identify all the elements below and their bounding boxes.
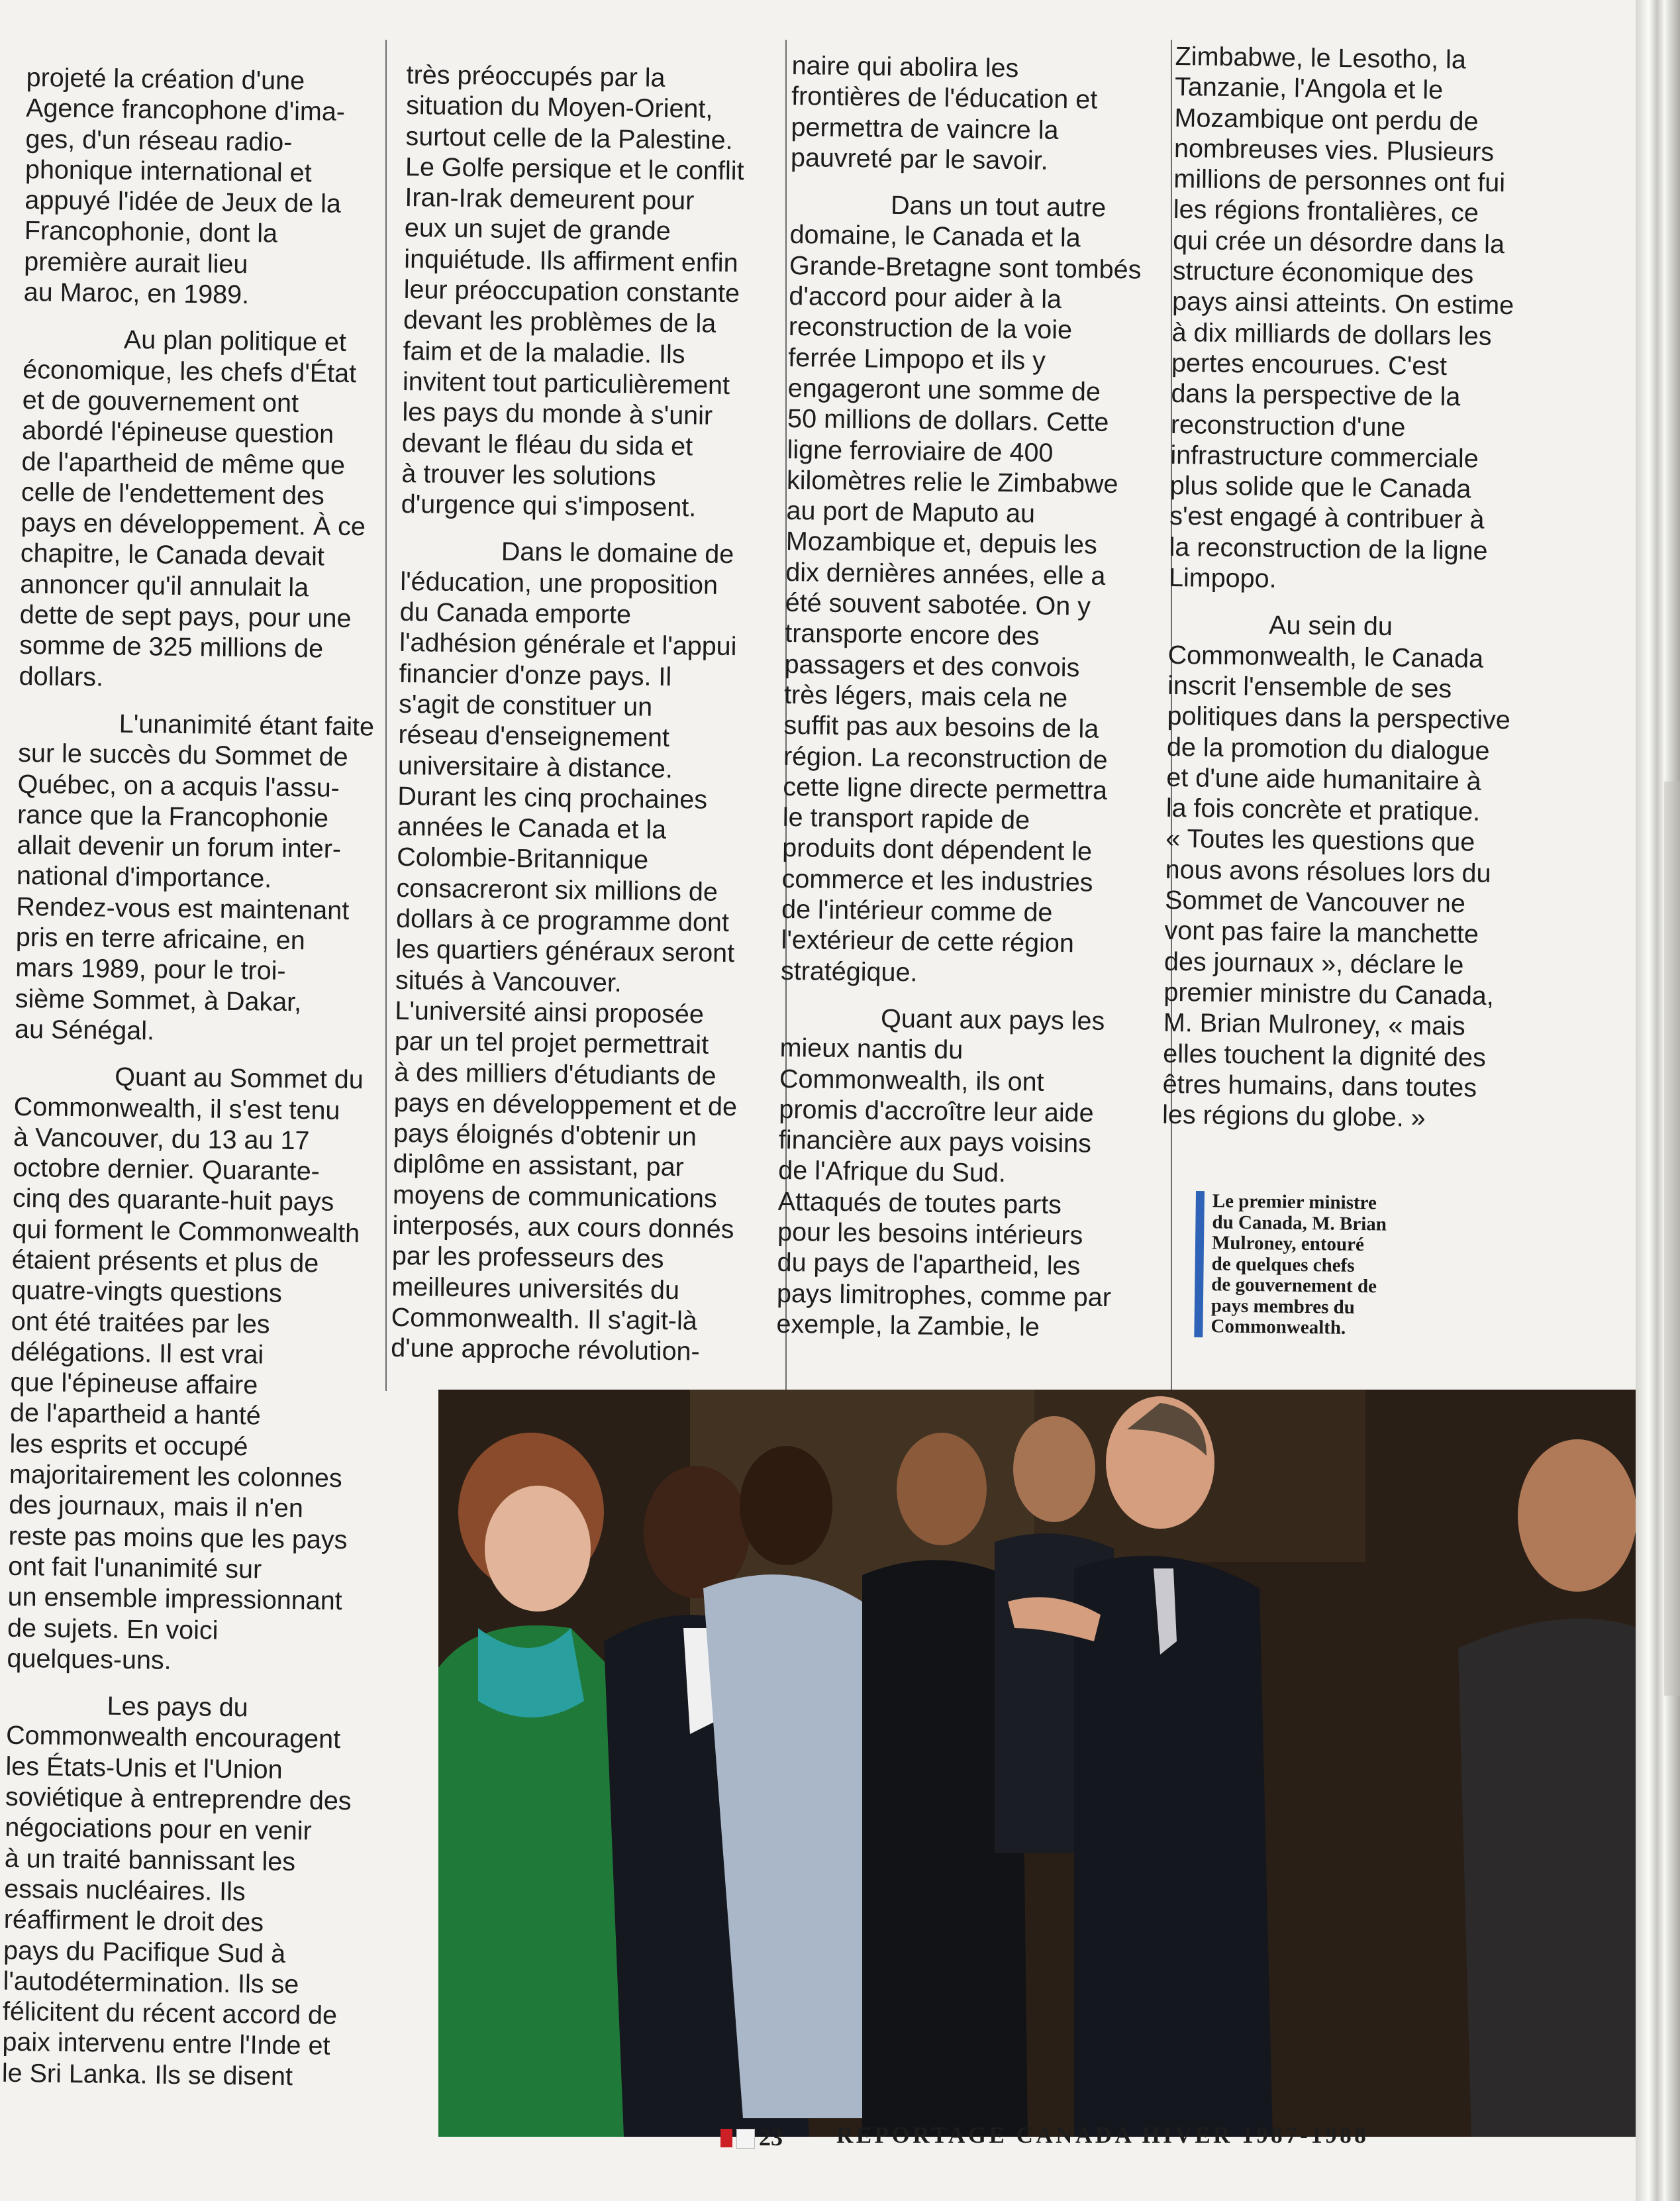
text-line: région. La reconstruction de	[783, 741, 1108, 775]
text-line: Colombie-Britannique	[397, 843, 649, 875]
text-line: le transport rapide de	[782, 803, 1030, 835]
text-line: Au sein du	[1268, 611, 1393, 642]
text-line: s'est engagé à contribuer à	[1169, 501, 1485, 535]
text-line: délégations. Il est vrai	[10, 1337, 264, 1370]
text-line: situation du Moyen-Orient,	[405, 91, 713, 124]
text-line: devant le fléau du sida et	[401, 428, 693, 461]
text-line: que l'épineuse affaire	[10, 1368, 258, 1400]
text-line: plus solide que le Canada	[1169, 471, 1471, 504]
text-line: L'université ainsi proposée	[395, 996, 705, 1029]
text-line: allait devenir un forum inter-	[17, 831, 342, 864]
text-line: très préoccupés par la	[406, 60, 666, 93]
text-line: années le Canada et la	[397, 812, 667, 845]
page-edge-shadow	[1664, 782, 1680, 1696]
text-line: de sujets. En voici	[7, 1613, 219, 1645]
caption-line: de gouvernement de	[1211, 1274, 1377, 1298]
text-line: permettra de vaincre la	[791, 112, 1059, 145]
text-line: Le Golfe persique et le conflit	[405, 152, 744, 186]
text-line: Mozambique ont perdu de	[1174, 103, 1479, 136]
text-line: reste pas moins que les pays	[8, 1521, 348, 1555]
text-line: eux un sujet de grande	[404, 213, 671, 246]
text-line: Quant aux pays les	[880, 1003, 1105, 1036]
text-line: un ensemble impressionnant	[7, 1582, 342, 1616]
text-line: d'urgence qui s'imposent.	[401, 489, 697, 523]
text-line: êtres humains, dans toutes	[1162, 1069, 1477, 1103]
text-line: appuyé l'idée de Jeux de la	[25, 185, 342, 219]
text-line: à trouver les solutions	[401, 458, 656, 491]
text-line: millions de personnes ont fui	[1173, 164, 1506, 198]
caption-line: de quelques chefs	[1211, 1253, 1355, 1276]
page-footer	[720, 2117, 1634, 2149]
text-line: infrastructure commerciale	[1170, 440, 1479, 474]
text-column-2	[391, 60, 777, 1384]
text-line: inscrit l'ensemble de ses	[1167, 670, 1452, 704]
text-line: très légers, mais cela ne	[783, 680, 1068, 713]
text-line: octobre dernier. Quarante-	[13, 1152, 321, 1186]
text-line: M. Brian Mulroney, « mais	[1163, 1008, 1465, 1041]
text-line: d'une approche révolution-	[390, 1333, 700, 1366]
text-line: au Maroc, en 1989.	[23, 278, 250, 310]
text-line: produits dont dépendent le	[782, 833, 1093, 867]
text-line: réaffirment le droit des	[3, 1905, 264, 1937]
text-line: été souvent sabotée. On y	[785, 588, 1091, 621]
text-line: Rendez-vous est maintenant	[16, 892, 350, 925]
text-line: de la promotion du dialogue	[1166, 732, 1490, 766]
text-line: les quartiers généraux seront	[395, 935, 735, 968]
text-line: Limpopo.	[1168, 562, 1277, 593]
paragraph	[7, 1060, 385, 1678]
text-line: financière aux pays voisins	[778, 1125, 1092, 1158]
text-line: consacreront six millions de	[396, 873, 718, 907]
text-line: « Toutes les questions que	[1165, 824, 1475, 858]
text-line: à des milliers d'étudiants de	[394, 1057, 716, 1091]
text-line: Durant les cinq prochaines	[397, 781, 708, 815]
text-line: essais nucléaires. Ils	[4, 1874, 246, 1907]
text-line: naire qui abolira les	[791, 50, 1019, 83]
text-line: Iran-Irak demeurent pour	[405, 183, 695, 216]
text-line: universitaire à distance.	[397, 750, 673, 784]
text-line: surtout celle de la Palestine.	[405, 121, 733, 155]
text-line: rance que la Francophonie	[17, 799, 329, 833]
text-line: dollars.	[19, 661, 104, 692]
text-line: de l'Afrique du Sud.	[778, 1156, 1007, 1188]
text-line: Sommet de Vancouver ne	[1164, 885, 1466, 919]
text-line: stratégique.	[780, 956, 918, 988]
text-line: Mozambique et, depuis les	[785, 527, 1098, 560]
text-line: dans la perspective de la	[1171, 379, 1461, 412]
text-line: vont pas faire la manchette	[1164, 916, 1479, 950]
text-line: au port de Maputo au	[786, 496, 1036, 529]
text-line: suffit pas aux besoins de la	[783, 711, 1099, 744]
text-line: quelques-uns.	[7, 1643, 172, 1675]
text-line: Commonwealth encouragent	[5, 1721, 341, 1755]
caption-line: pays membres du	[1211, 1294, 1356, 1318]
text-line: du pays de l'apartheid, les	[777, 1248, 1081, 1281]
text-line: première aurait lieu	[24, 246, 248, 279]
text-line: cette ligne directe permettra	[783, 772, 1108, 805]
text-line: faim et de la maladie. Ils	[403, 336, 685, 369]
text-line: commerce et les industries	[781, 864, 1093, 897]
text-line: pays ainsi atteints. On estime	[1171, 287, 1514, 321]
text-line: structure économique des	[1172, 256, 1474, 289]
paragraph	[2, 1690, 377, 2093]
text-line: engageront une somme de	[787, 373, 1101, 407]
text-line: sur le succès du Sommet de	[17, 739, 348, 772]
text-line: chapitre, le Canada devait	[20, 538, 325, 572]
text-line: par un tel projet permettrait	[394, 1027, 709, 1060]
text-line: majoritairement les colonnes	[9, 1459, 342, 1494]
text-line: de l'intérieur comme de	[781, 894, 1053, 927]
text-column-1	[1, 62, 397, 2109]
text-line: s'agit de constituer un	[398, 689, 653, 722]
paragraph	[1162, 609, 1540, 1135]
text-line: financier d'onze pays. Il	[399, 658, 672, 691]
caption-line: Le premier ministre	[1212, 1190, 1377, 1214]
text-line: Les pays du	[107, 1691, 248, 1723]
text-line: par les professeurs des	[391, 1241, 664, 1274]
text-line: nombreuses vies. Plusieurs	[1173, 133, 1495, 167]
text-line: transporte encore des	[784, 619, 1040, 651]
text-line: qui crée un désordre dans la	[1173, 225, 1505, 259]
text-line: abordé l'épineuse question	[21, 416, 334, 449]
text-line: Zimbabwe, le Lesotho, la	[1175, 41, 1467, 75]
text-line: Dans un tout autre	[890, 191, 1107, 223]
text-line: Attaqués de toutes parts	[777, 1186, 1062, 1219]
text-line: mars 1989, pour le troi-	[15, 953, 286, 986]
text-line: promis d'accroître leur aide	[779, 1094, 1094, 1128]
text-line: d'accord pour aider à la	[789, 282, 1062, 315]
text-line: les États-Unis et l'Union	[5, 1751, 283, 1784]
photo-illustration	[438, 1390, 1638, 2137]
paragraph	[1169, 41, 1546, 597]
text-line: projeté la création d'une	[26, 62, 305, 96]
text-line: elles touchent la dignité des	[1163, 1039, 1487, 1072]
paragraph	[19, 323, 394, 695]
text-line: l'autodétermination. Ils se	[3, 1966, 299, 2000]
text-line: ges, d'un réseau radio-	[25, 124, 293, 157]
caption-line: Commonwealth.	[1211, 1315, 1346, 1339]
column-rule-1	[385, 40, 387, 1391]
paragraph	[791, 50, 1163, 178]
text-line: du Canada emporte	[399, 597, 632, 630]
text-line: ont été traitées par les	[11, 1306, 270, 1339]
group-photograph	[438, 1390, 1638, 2137]
text-line: pays du Pacifique Sud à	[3, 1935, 286, 1969]
text-line: nous avons résolues lors du	[1165, 854, 1491, 888]
text-line: passagers et des convois	[784, 649, 1080, 683]
text-line: Commonwealth, il s'est tenu	[13, 1092, 340, 1125]
text-line: soviétique à entreprendre des	[5, 1782, 352, 1816]
text-line: Tanzanie, l'Angola et le	[1174, 72, 1444, 105]
text-line: meilleures universités du	[391, 1272, 680, 1305]
text-line: situés à Vancouver.	[395, 965, 622, 998]
text-line: annoncer qu'il annulait la	[20, 569, 309, 603]
text-line: au Sénégal.	[14, 1014, 155, 1046]
text-line: Quant au Sommet du	[115, 1062, 364, 1095]
text-line: inquiétude. Ils affirment enfin	[404, 244, 738, 278]
text-line: cinq des quarante-huit pays	[12, 1184, 334, 1217]
text-line: premier ministre du Canada,	[1163, 977, 1495, 1011]
text-line: Commonwealth, ils ont	[779, 1064, 1044, 1097]
white-marker-square	[736, 2129, 755, 2149]
text-line: l'extérieur de cette région	[781, 925, 1075, 958]
text-line: Agence francophone d'ima-	[25, 93, 346, 127]
text-line: des journaux », déclare le	[1163, 947, 1464, 980]
text-line: 50 millions de dollars. Cette	[787, 404, 1109, 438]
text-line: national d'importance.	[16, 861, 272, 894]
text-line: phonique international et	[25, 154, 312, 188]
text-line: à dix milliards de dollars les	[1171, 317, 1492, 351]
text-line: pris en terre africaine, en	[15, 922, 306, 956]
text-line: l'adhésion générale et l'appui	[399, 628, 737, 662]
text-line: réseau d'enseignement	[398, 720, 670, 753]
text-line: Dans le domaine de	[501, 537, 734, 570]
text-line: pays limitrophes, comme par	[776, 1278, 1112, 1312]
text-line: à un traité bannissant les	[4, 1843, 296, 1876]
text-line: le Sri Lanka. Ils se disent	[1, 2058, 293, 2091]
text-line: ont fait l'unanimité sur	[7, 1551, 262, 1584]
text-line: pertes encourues. C'est	[1171, 348, 1448, 382]
text-line: politiques dans la perspective	[1167, 701, 1510, 735]
text-line: paix intervenu entre l'Inde et	[2, 2027, 330, 2061]
text-line: leur préoccupation constante	[403, 275, 740, 309]
text-line: L'unanimité étant faite	[119, 709, 375, 742]
text-line: moyens de communications	[392, 1180, 717, 1213]
text-line: diplôme en assistant, par	[393, 1149, 685, 1182]
text-line: Commonwealth. Il s'agit-là	[391, 1302, 698, 1336]
text-line: qui forment le Commonwealth	[12, 1214, 360, 1248]
text-line: kilomètres relie le Zimbabwe	[786, 465, 1118, 499]
text-line: et d'une aide humanitaire à	[1166, 762, 1481, 796]
text-line: félicitent du récent accord de	[2, 1996, 338, 2031]
text-line: frontières de l'éducation et	[791, 81, 1098, 115]
text-column-4	[1162, 41, 1546, 1151]
paragraph	[391, 535, 771, 1368]
page-number: 23	[759, 2124, 783, 2151]
paragraph	[15, 707, 389, 1049]
caption-line: Mulroney, entouré	[1211, 1232, 1365, 1256]
text-line: pauvreté par le savoir.	[790, 142, 1048, 176]
text-line: Québec, on a acquis l'assu-	[17, 769, 340, 803]
running-title: REPORTAGE CANADA HIVER 1987-1988	[836, 2122, 1369, 2148]
paragraph	[401, 60, 777, 524]
text-line: les régions du globe. »	[1161, 1100, 1426, 1133]
text-line: et de gouvernement ont	[22, 385, 299, 419]
paragraph	[23, 62, 397, 312]
text-line: l'éducation, une proposition	[400, 566, 718, 600]
text-line: de l'apartheid a hanté	[9, 1398, 262, 1431]
text-line: économique, les chefs d'État	[23, 354, 357, 388]
text-line: invitent tout particulièrement	[402, 366, 730, 400]
text-line: des journaux, mais il n'en	[9, 1490, 304, 1523]
text-line: pays en développement. À ce	[21, 508, 366, 542]
text-line: dix dernières années, elle a	[785, 557, 1106, 591]
text-line: pour les besoins intérieurs	[777, 1217, 1083, 1251]
text-line: reconstruction de la voie	[788, 312, 1073, 345]
text-line: exemple, la Zambie, le	[776, 1309, 1040, 1342]
text-line: Au plan politique et	[123, 325, 347, 358]
paragraph	[776, 1002, 1151, 1344]
text-line: reconstruction d'une	[1170, 409, 1406, 442]
red-marker-square	[720, 2129, 732, 2147]
text-line: ferrée Limpopo et ils y	[788, 342, 1046, 376]
text-line: Commonwealth, le Canada	[1167, 640, 1484, 674]
text-line: dollars à ce programme dont	[395, 903, 730, 938]
text-line: domaine, le Canada et la	[789, 220, 1081, 253]
text-line: la fois concrète et pratique.	[1165, 793, 1481, 827]
text-line: à Vancouver, du 13 au 17	[13, 1122, 310, 1156]
text-line: les régions frontalières, ce	[1173, 195, 1479, 229]
text-line: négociations pour en venir	[5, 1813, 313, 1846]
photo-caption	[1194, 1191, 1411, 1339]
text-line: de l'apartheid de même que	[21, 446, 346, 480]
paragraph	[781, 189, 1161, 990]
caption-line: du Canada, M. Brian	[1212, 1211, 1387, 1235]
text-line: ligne ferroviaire de 400	[787, 435, 1054, 468]
text-line: pays éloignés d'obtenir un	[393, 1118, 697, 1152]
text-line: Francophonie, dont la	[24, 216, 278, 249]
text-line: devant les problèmes de la	[403, 305, 716, 339]
text-line: dette de sept pays, pour une	[19, 599, 352, 634]
text-line: interposés, aux cours donnés	[392, 1210, 734, 1245]
text-line: les esprits et occupé	[9, 1429, 248, 1462]
text-line: mieux nantis du	[779, 1033, 964, 1065]
text-line: étaient présents et plus de	[11, 1245, 319, 1278]
text-line: celle de l'endettement des	[21, 477, 325, 511]
text-line: pays en développement et de	[393, 1088, 738, 1122]
text-line: Grande-Bretagne sont tombés	[789, 250, 1142, 285]
text-column-3	[776, 50, 1163, 1360]
text-line: sième Sommet, à Dakar,	[15, 984, 302, 1017]
text-line: les pays du monde à s'unir	[402, 397, 713, 431]
text-line: quatre-vingts questions	[11, 1276, 282, 1309]
text-line: somme de 325 millions de	[19, 631, 324, 664]
text-line: la reconstruction de la ligne	[1169, 532, 1488, 566]
